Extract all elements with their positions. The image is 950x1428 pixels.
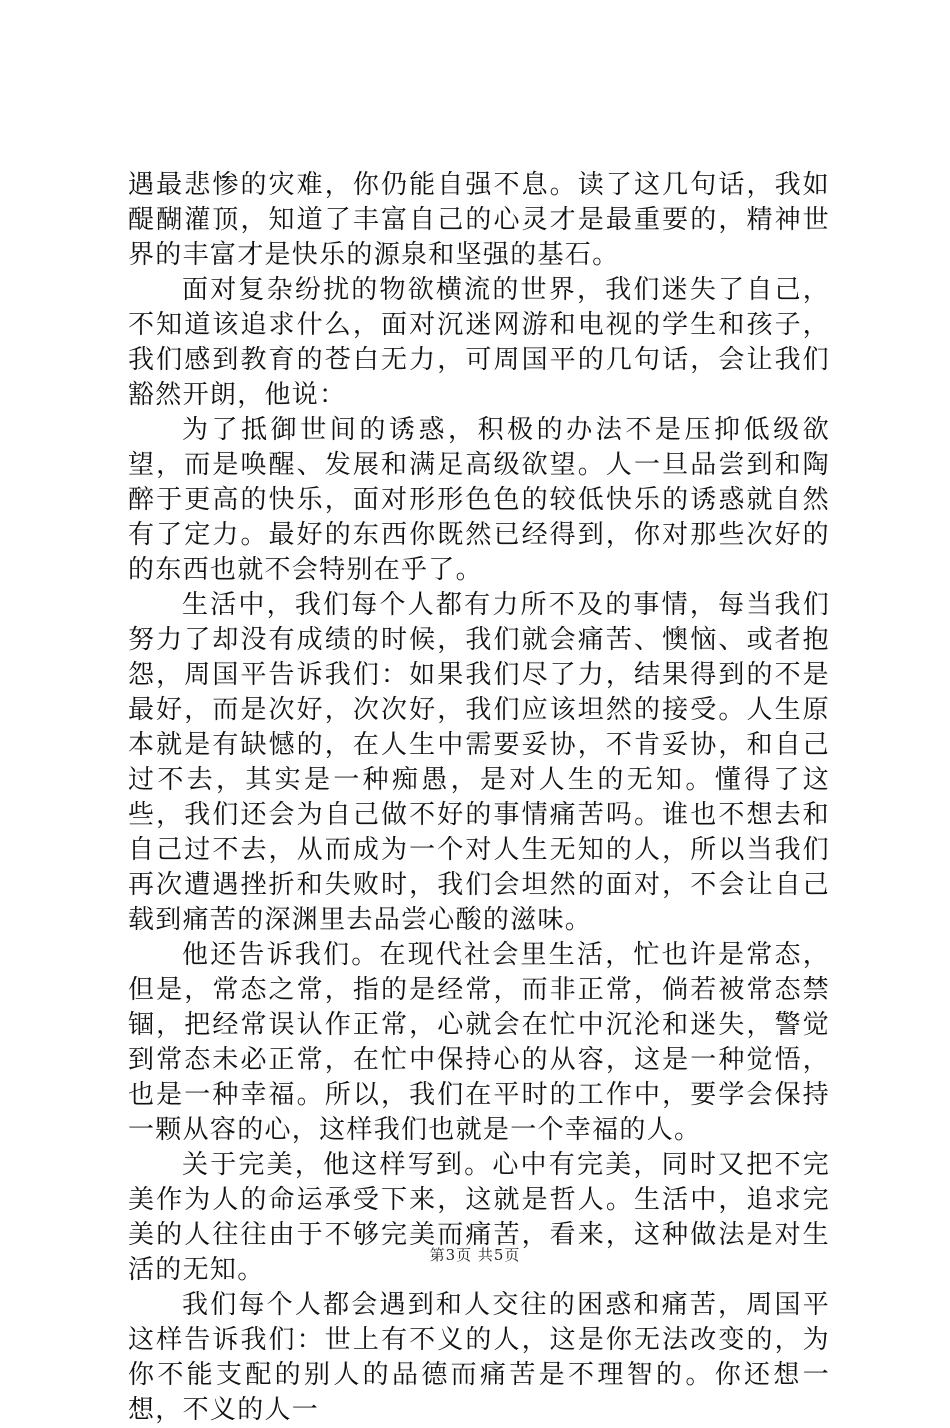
paragraph: 生活中，我们每个人都有力所不及的事情，每当我们努力了却没有成绩的时候，我们就会痛苦、懊恼、或者抱怨，周国平告诉我们：如果我们尽了力，结果得到的不是最好，而是次好，次次好，我们应该坦然的接受。人生原本就是有缺憾的，在人生中需要妥协，不肯妥协，和自己过不去，其实是一种痴愚，是对人生的无知。懂得了这些，我们还会为自己做不好的事情痛苦吗。谁也不想去和自己过不去，从而成为一个对人生无知的人，所以当我们再次遭遇挫折和失败时，我们会坦然的面对，不会让自己载到痛苦的深渊里去品尝心酸的滋味。: [128, 590, 830, 935]
paragraph-quote: 为了抵御世间的诱惑，积极的办法不是压抑低级欲望，而是唤醒、发展和满足高级欲望。人一旦品尝到和陶醉于更高的快乐，面对形形色色的较低快乐的诱惑就自然有了定力。最好的东西你既然已经得到，你对那些次好的的东西也就不会特别在乎了。: [128, 415, 830, 585]
paragraph: 面对复杂纷扰的物欲横流的世界，我们迷失了自己，不知道该追求什么，面对沉迷网游和电视的学生和孩子，我们感到教育的苍白无力，可周国平的几句话，会让我们豁然开朗，他说：: [128, 275, 830, 410]
document-body: [128, 168, 830, 1428]
paragraph: 关于完美，他这样写到。心中有完美，同时又把不完美作为人的命运承受下来，这就是哲人。生活中，追求完美的人往往由于不够完美而痛苦，看来，这种做法是对生活的无知。: [128, 1150, 830, 1285]
paragraph: 他还告诉我们。在现代社会里生活，忙也许是常态，但是，常态之常，指的是经常，而非正常，倘若被常态禁锢，把经常误认作正常，心就会在忙中沉沦和迷失，警觉到常态未必正常，在忙中保持心的从容，这是一种觉悟，也是一种幸福。所以，我们在平时的工作中，要学会保持一颗从容的心，这样我们也就是一个幸福的人。: [128, 940, 830, 1145]
paragraph-continuation: 遇最悲惨的灾难，你仍能自强不息。读了这几句话，我如醍醐灌顶，知道了丰富自己的心灵才是最重要的，精神世界的丰富才是快乐的源泉和坚强的基石。: [128, 170, 830, 270]
paragraph: 我们每个人都会遇到和人交往的困惑和痛苦，周国平这样告诉我们：世上有不义的人，这是你无法改变的，为你不能支配的别人的品德而痛苦是不理智的。你还想一想，不义的人一: [128, 1290, 830, 1425]
page-number-footer: 第3页 共5页: [429, 1246, 521, 1264]
